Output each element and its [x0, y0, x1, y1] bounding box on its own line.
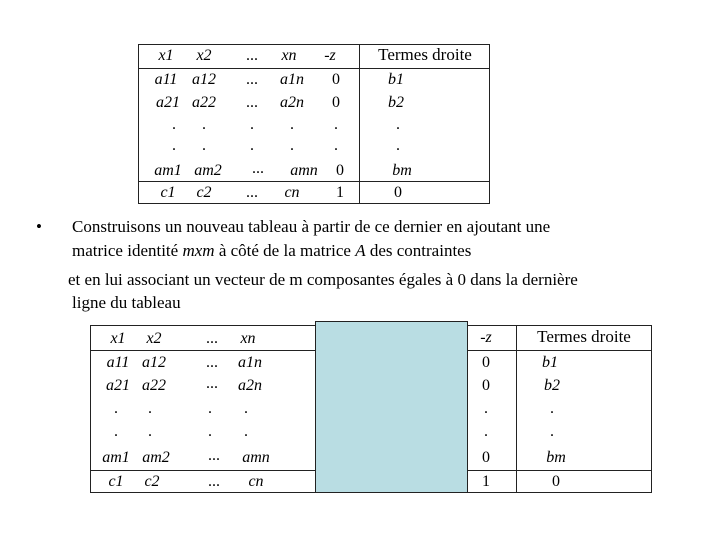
cell: am2 — [142, 449, 170, 466]
cell: . — [114, 423, 118, 440]
cell: ... — [252, 160, 264, 177]
cell: . — [148, 423, 152, 440]
header-xn: xn — [240, 330, 256, 347]
header-x1: x1 — [110, 330, 126, 347]
header-termes-droite: Termes droite — [378, 45, 472, 64]
last-row-divider — [90, 470, 316, 471]
cell: a1n — [238, 354, 262, 371]
cell: a2n — [280, 94, 304, 111]
cell: ... — [206, 375, 218, 392]
header-x2: x2 — [196, 47, 212, 64]
header-divider — [90, 350, 316, 351]
cell: a11 — [154, 71, 178, 88]
cell: a2n — [238, 377, 262, 394]
cell: . — [484, 400, 488, 417]
cell: . — [250, 137, 254, 154]
cell: a11 — [106, 354, 130, 371]
header-minus-z: -z — [480, 329, 492, 346]
cell: . — [550, 423, 554, 440]
paragraph-2-line-2: ligne du tableau — [72, 293, 181, 312]
header-termes-droite: Termes droite — [537, 327, 631, 346]
cell: . — [172, 137, 176, 154]
cell: b2 — [544, 377, 560, 394]
cell: b1 — [542, 354, 558, 371]
cell: . — [290, 116, 294, 133]
paragraph-1-line-1: Construisons un nouveau tableau à partir de ce dernier en ajoutant une — [72, 217, 551, 236]
text: A — [355, 241, 366, 260]
header-dots: ... — [246, 47, 258, 64]
cell: 0 — [482, 377, 490, 394]
cell: amn — [290, 162, 318, 179]
cell: . — [250, 116, 254, 133]
cell: a22 — [142, 377, 166, 394]
text: mxm — [182, 241, 215, 260]
cell: ... — [246, 184, 258, 201]
cell: am1 — [102, 449, 130, 466]
text: à côté de la matrice — [214, 241, 356, 260]
cell: . — [114, 400, 118, 417]
cell: ... — [246, 71, 258, 88]
cell: 0 — [552, 473, 560, 490]
header-minus-z: -z — [324, 47, 336, 64]
cell: bm — [546, 449, 566, 466]
cell: . — [396, 116, 400, 133]
cell: 0 — [332, 94, 340, 111]
cell: a1n — [280, 71, 304, 88]
header-x1: x1 — [158, 47, 174, 64]
header-dots: ... — [206, 330, 218, 347]
cell: . — [208, 423, 212, 440]
paragraph-2-line-1: et en lui associant un vecteur de m composantes égales à 0 dans la dernière — [68, 270, 578, 289]
cell: . — [244, 400, 248, 417]
cell: c2 — [144, 473, 160, 490]
last-row-divider — [468, 470, 652, 471]
cell: . — [550, 400, 554, 417]
text: des contraintes — [365, 241, 472, 260]
cell: c2 — [196, 184, 212, 201]
cell: 0 — [482, 449, 490, 466]
cell: ... — [246, 94, 258, 111]
cell: bm — [392, 162, 412, 179]
cell: a12 — [142, 354, 166, 371]
cell: . — [396, 137, 400, 154]
cell: 1 — [482, 473, 490, 490]
identity-matrix-block — [315, 321, 468, 493]
header-divider — [138, 68, 490, 69]
cell: a12 — [192, 71, 216, 88]
cell: a21 — [156, 94, 180, 111]
paragraph-1-line-2 — [72, 240, 471, 262]
cell: c1 — [160, 184, 176, 201]
cell: am2 — [194, 162, 222, 179]
cell: . — [334, 137, 338, 154]
cell: amn — [242, 449, 270, 466]
cell: 0 — [394, 184, 402, 201]
cell: . — [202, 137, 206, 154]
cell: . — [484, 423, 488, 440]
cell: . — [334, 116, 338, 133]
bullet: • — [36, 217, 42, 236]
cell: am1 — [154, 162, 182, 179]
cell: 0 — [336, 162, 344, 179]
cell: 1 — [336, 184, 344, 201]
header-divider — [468, 350, 652, 351]
cell: ... — [208, 473, 220, 490]
cell: a21 — [106, 377, 130, 394]
cell: . — [290, 137, 294, 154]
cell: 0 — [332, 71, 340, 88]
cell: cn — [284, 184, 300, 201]
last-row-divider — [138, 181, 490, 182]
cell: 0 — [482, 354, 490, 371]
cell: ... — [206, 354, 218, 371]
header-x2: x2 — [146, 330, 162, 347]
cell: ... — [208, 447, 220, 464]
cell: a22 — [192, 94, 216, 111]
cell: . — [244, 423, 248, 440]
cell: . — [148, 400, 152, 417]
cell: . — [202, 116, 206, 133]
text: matrice identité — [72, 241, 183, 260]
header-xn: xn — [281, 47, 297, 64]
cell: c1 — [108, 473, 124, 490]
cell: . — [172, 116, 176, 133]
cell: cn — [248, 473, 264, 490]
cell: b2 — [388, 94, 404, 111]
cell: b1 — [388, 71, 404, 88]
cell: . — [208, 400, 212, 417]
